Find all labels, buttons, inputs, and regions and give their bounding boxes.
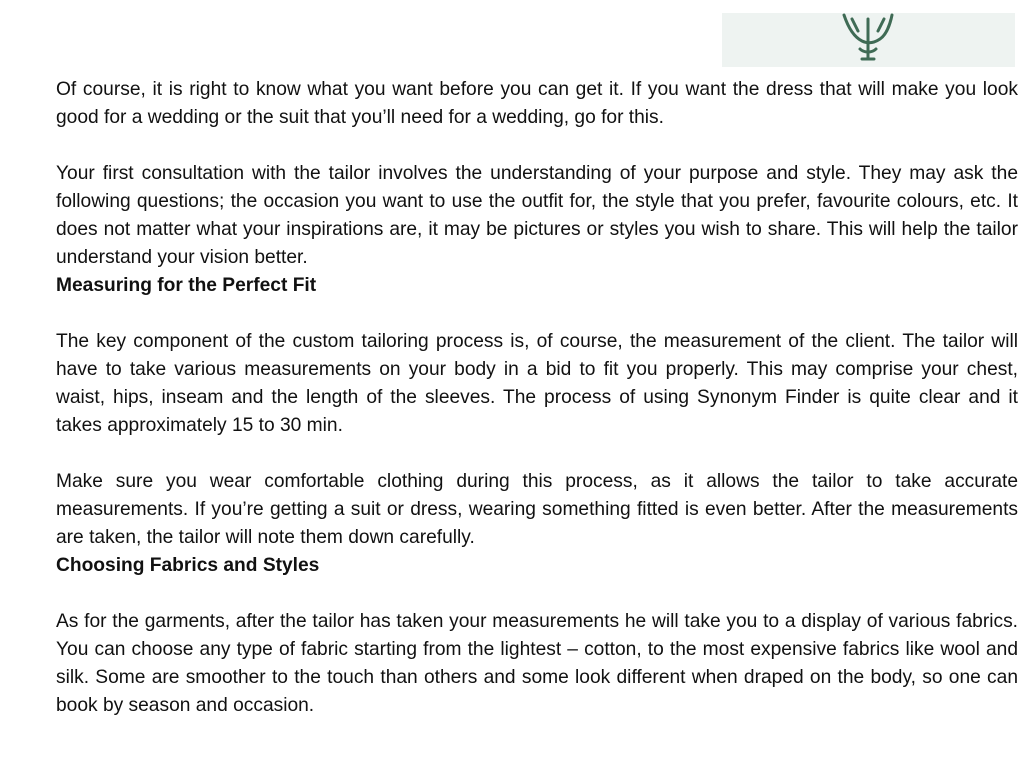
logo-banner [722, 13, 1015, 67]
heading-measuring: Measuring for the Perfect Fit [56, 275, 317, 296]
paragraph-consultation: Your first consultation with the tailor involves the understanding of your purpose and style. They may ask the following questions; the occasion you want to use the outfit for, the style that you prefer, favourite colours, etc. It does not matter what your inspirations are, it may be pictures or styles you wish to share. This will help the tailor understand your vision better. [56, 163, 1018, 268]
heading-fabrics: Choosing Fabrics and Styles [56, 555, 320, 576]
paragraph-fabrics: As for the garments, after the tailor has taken your measurements he will take you to a display of various fabrics. You can choose any type of fabric starting from the lightest – cotton, to the most expensive fabrics like wool and silk. Some are smoother to the touch than others and some look different when draped on the body, so one can book by season and occasion. [56, 611, 1018, 716]
paragraph-measurement: The key component of the custom tailoring process is, of course, the measurement of the client. The tailor will have to take various measurements on your body in a bid to fit you properly. This may comprise your chest, waist, hips, inseam and the length of the sleeves. The process of using Synonym Finder is quite clear and it takes approximately 15 to 30 min. [56, 331, 1018, 436]
trident-monogram-icon [838, 13, 898, 67]
paragraph-intro: Of course, it is right to know what you want before you can get it. If you want the dress that will make you look good for a wedding or the suit that you’ll need for a wedding, go for this. [56, 79, 1018, 128]
article-content [56, 76, 1018, 748]
paragraph-clothing: Make sure you wear comfortable clothing during this process, as it allows the tailor to take accurate measurements. If you’re getting a suit or dress, wearing something fitted is even better. After the measurements are taken, the tailor will note them down carefully. [56, 471, 1018, 548]
